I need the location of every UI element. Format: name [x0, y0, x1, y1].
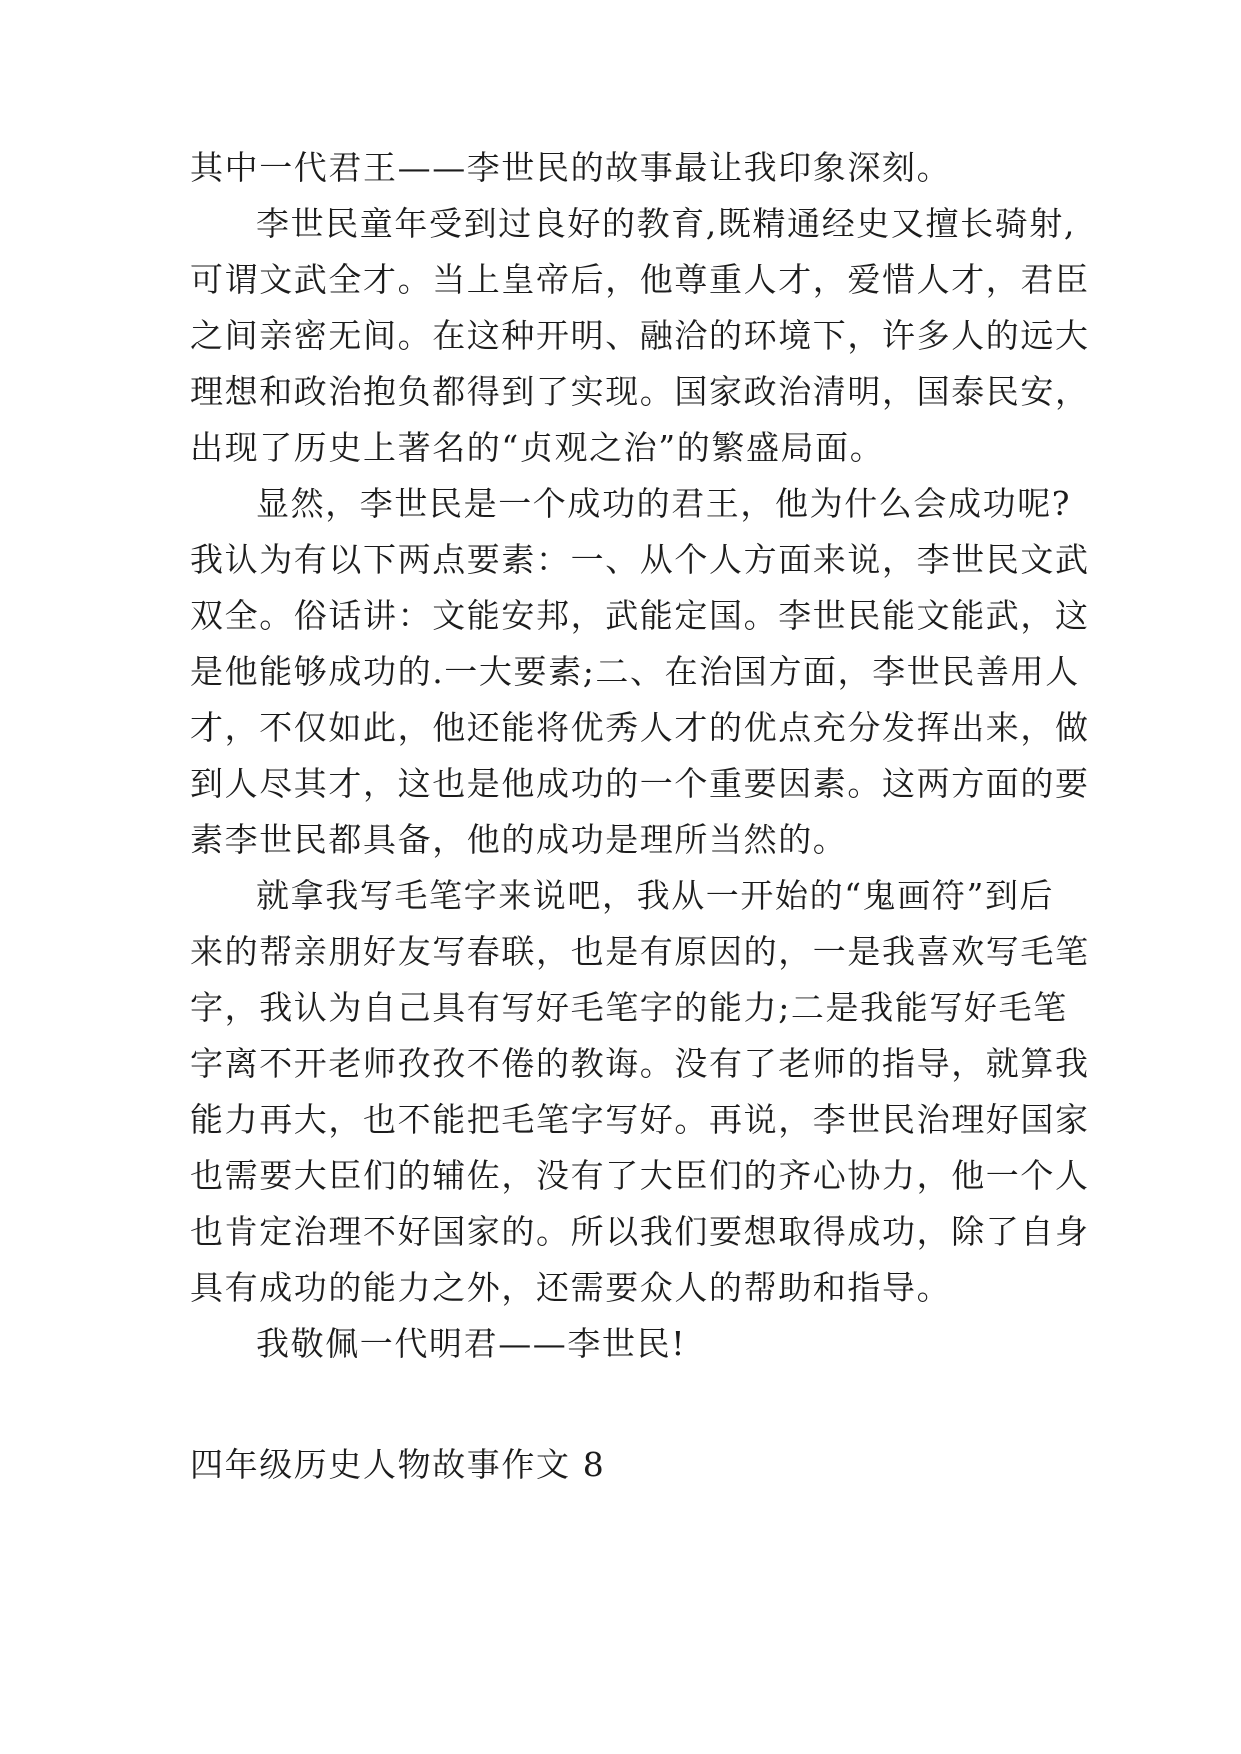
paragraph-line: 出现了历史上著名的“贞观之治”的繁盛局面。	[190, 428, 885, 467]
paragraph-line: 能力再大，也不能把毛笔字写好。再说，李世民治理好国家	[190, 1100, 1090, 1139]
paragraph-line: 才，不仅如此，他还能将优秀人才的优点充分发挥出来，做	[190, 708, 1090, 747]
paragraph-line: 也肯定治理不好国家的。所以我们要想取得成功，除了自身	[190, 1212, 1090, 1251]
paragraph-line: 就拿我写毛笔字来说吧，我从一开始的“鬼画符”到后	[256, 876, 1055, 915]
paragraph-line: 显然，李世民是一个成功的君王，他为什么会成功呢?	[256, 484, 1072, 523]
paragraph-line: 素李世民都具备，他的成功是理所当然的。	[190, 820, 848, 859]
paragraph-line: 来的帮亲朋好友写春联，也是有原因的，一是我喜欢写毛笔	[190, 932, 1090, 971]
paragraph-line: 理想和政治抱负都得到了实现。国家政治清明，国泰民安，	[190, 372, 1090, 411]
paragraph-line: 双全。俗话讲：文能安邦，武能定国。李世民能文能武，这	[190, 596, 1090, 635]
paragraph-line: 其中一代君王——李世民的故事最让我印象深刻。	[190, 148, 952, 187]
paragraph-line: 可谓文武全才。当上皇帝后，他尊重人才，爱惜人才，君臣	[190, 260, 1090, 299]
paragraph-line: 之间亲密无间。在这种开明、融洽的环境下，许多人的远大	[190, 316, 1090, 355]
paragraph-line: 到人尽其才，这也是他成功的一个重要因素。这两方面的要	[190, 764, 1090, 803]
paragraph-line: 李世民童年受到过良好的教育,既精通经史又擅长骑射,	[256, 204, 1076, 243]
paragraph-line: 字，我认为自己具有写好毛笔字的能力;二是我能写好毛笔	[190, 988, 1068, 1027]
paragraph-line: 我认为有以下两点要素：一、从个人方面来说，李世民文武	[190, 540, 1090, 579]
paragraph-line: 也需要大臣们的辅佐，没有了大臣们的齐心协力，他一个人	[190, 1156, 1090, 1195]
paragraph-line: 是他能够成功的.一大要素;二、在治国方面，李世民善用人	[190, 652, 1080, 691]
paragraph-line: 我敬佩一代明君——李世民!	[256, 1324, 687, 1363]
section-heading: 四年级历史人物故事作文 8	[190, 1445, 606, 1484]
paragraph-line: 具有成功的能力之外，还需要众人的帮助和指导。	[190, 1268, 952, 1307]
paragraph-line: 字离不开老师孜孜不倦的教诲。没有了老师的指导，就算我	[190, 1044, 1090, 1083]
